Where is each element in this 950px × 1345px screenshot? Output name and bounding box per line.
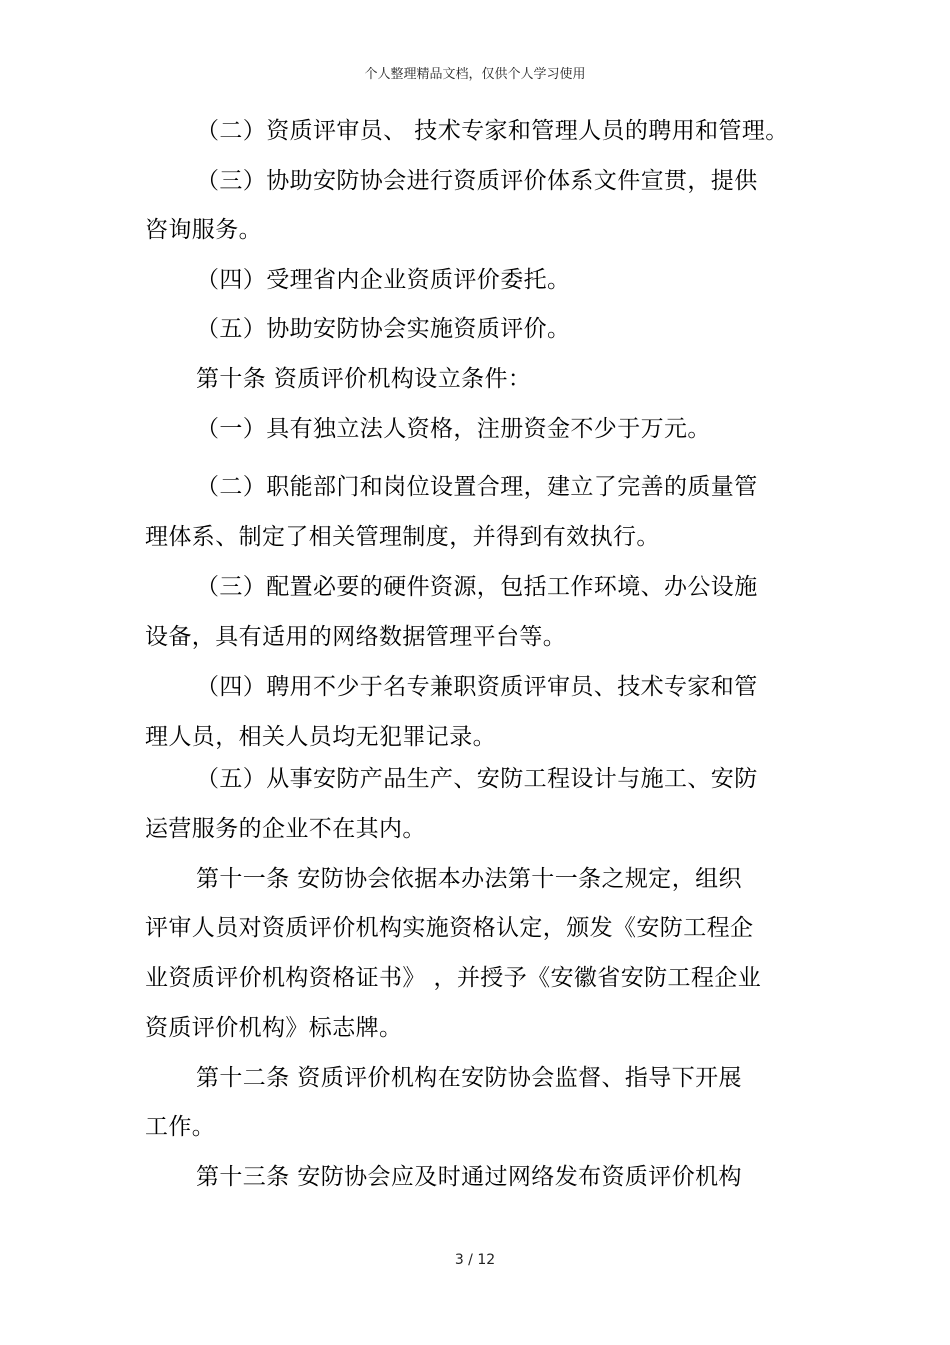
paragraph-line: 设备，具有适用的网络数据管理平台等。: [145, 624, 567, 650]
paragraph-line: （二）资质评审员、 技术专家和管理人员的聘用和管理。: [196, 118, 789, 144]
paragraph-line: （三）协助安防协会进行资质评价体系文件宣贯，提供: [196, 168, 758, 194]
paragraph-line: （二）职能部门和岗位设置合理，建立了完善的质量管: [196, 474, 758, 500]
paragraph-line: （三）配置必要的硬件资源，包括工作环境、办公设施: [196, 574, 758, 600]
paragraph-line: 咨询服务。: [145, 217, 262, 243]
article-heading-line: 第十三条 安防协会应及时通过网络发布资质评价机构: [196, 1164, 742, 1190]
article-heading-line: 第十一条 安防协会依据本办法第十一条之规定，组织: [196, 866, 742, 892]
paragraph-line: 理体系、制定了相关管理制度，并得到有效执行。: [145, 524, 660, 550]
article-heading-line: 第十二条 资质评价机构在安防协会监督、指导下开展: [196, 1065, 742, 1091]
paragraph-line: 理人员，相关人员均无犯罪记录。: [145, 724, 496, 750]
paragraph-line: 业资质评价机构资格证书》 ，并授予《安徽省安防工程企业: [145, 965, 762, 991]
page-number: 3 / 12: [454, 1252, 496, 1268]
paragraph-line: 评审人员对资质评价机构实施资格认定，颁发《安防工程企: [145, 915, 754, 941]
paragraph-line: （四）聘用不少于名专兼职资质评审员、技术专家和管: [196, 674, 758, 700]
paragraph-line: （四）受理省内企业资质评价委托。: [196, 267, 571, 293]
paragraph-line: （五）协助安防协会实施资质评价。: [196, 316, 571, 342]
page-header: 个人整理精品文档，仅供个人学习使用: [364, 67, 586, 82]
paragraph-line: 资质评价机构》标志牌。: [145, 1015, 403, 1041]
paragraph-line: 运营服务的企业不在其内。: [145, 816, 426, 842]
article-heading-line: 第十条 资质评价机构设立条件：: [196, 366, 532, 392]
paragraph-line: 工作。: [145, 1114, 216, 1140]
paragraph-line: （一）具有独立法人资格，注册资金不少于万元。: [196, 416, 711, 442]
paragraph-line: （五）从事安防产品生产、安防工程设计与施工、安防: [196, 766, 758, 792]
